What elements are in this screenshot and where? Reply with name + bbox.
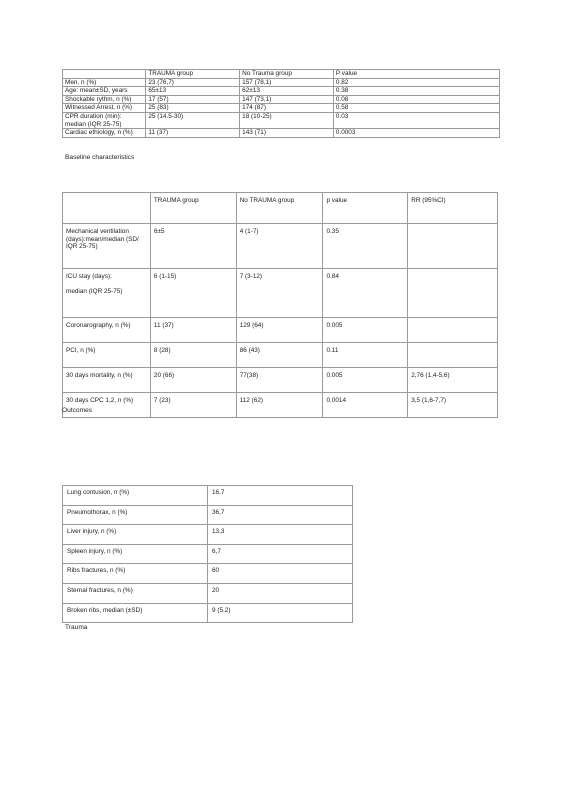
table-cell: 77(38) bbox=[236, 368, 323, 393]
table-cell: 60 bbox=[208, 564, 353, 584]
row-label: Cardiac ethiology, n (%) bbox=[63, 129, 146, 138]
table-row bbox=[63, 505, 353, 525]
table-cell bbox=[408, 343, 498, 368]
row-label: Witnessed Arrest, n (%) bbox=[63, 104, 146, 113]
row-label-subline: median (IQR 25-75) bbox=[66, 288, 123, 296]
row-label: CPR duration (min): median (IQR 25-75) bbox=[63, 112, 146, 128]
row-label: Ribs fractures, n (%) bbox=[63, 564, 208, 584]
table-cell: 23 (76,7) bbox=[146, 78, 240, 87]
row-label-line: ICU stay (days): bbox=[66, 273, 112, 280]
table-row bbox=[63, 525, 353, 545]
table-cell: 13,3 bbox=[208, 525, 353, 545]
table-cell bbox=[408, 318, 498, 343]
table-row bbox=[63, 393, 498, 418]
table-cell: 0.0003 bbox=[333, 129, 499, 138]
row-label: Shockable rythm, n (%) bbox=[63, 95, 146, 104]
table-cell: 143 (71) bbox=[240, 129, 334, 138]
table-row bbox=[63, 343, 498, 368]
header-cell: RR (95%CI) bbox=[408, 193, 498, 224]
header-cell: P value bbox=[333, 70, 499, 79]
table-cell: 11 (37) bbox=[146, 129, 240, 138]
table-cell: 3,5 (1,6-7,7) bbox=[408, 393, 498, 418]
header-cell: TRAUMA group bbox=[146, 70, 240, 79]
table-cell: 25 (14.5-30) bbox=[146, 112, 240, 128]
outcomes-caption: Outcomes bbox=[62, 407, 93, 414]
trauma-table bbox=[62, 485, 353, 623]
table-cell: 157 (78,1) bbox=[240, 78, 334, 87]
table-cell: 7 (3-12) bbox=[236, 269, 323, 318]
row-label: Men, n (%) bbox=[63, 78, 146, 87]
table-row bbox=[63, 129, 500, 138]
table-cell: 0.58 bbox=[333, 104, 499, 113]
table-cell bbox=[408, 224, 498, 269]
header-cell bbox=[63, 70, 146, 79]
table-cell: 0.84 bbox=[323, 269, 408, 318]
table-row bbox=[63, 224, 498, 269]
table-row bbox=[63, 544, 353, 564]
table-cell: 0.005 bbox=[323, 368, 408, 393]
table-row bbox=[63, 583, 353, 603]
table-cell: 25 (83) bbox=[146, 104, 240, 113]
table-cell: 6 (1-15) bbox=[150, 269, 236, 318]
table-cell: 18 (10-25) bbox=[240, 112, 334, 128]
row-label: Liver injury, n (%) bbox=[63, 525, 208, 545]
header-cell: No TRAUMA group bbox=[236, 193, 323, 224]
table-cell: 112 (62) bbox=[236, 393, 323, 418]
table-header-row bbox=[63, 193, 498, 224]
row-label: Mechanical ventilation (days):mean/median (SD/ IQR 25-75) bbox=[63, 224, 151, 269]
row-label bbox=[63, 269, 151, 318]
header-cell: No Trauma group bbox=[240, 70, 334, 79]
table-cell: 2,76 (1,4-5,6) bbox=[408, 368, 498, 393]
row-label: Age: mean±SD, years bbox=[63, 87, 146, 96]
row-label: Broken ribs, median (±SD) bbox=[63, 603, 208, 623]
table-cell: 4 (1-7) bbox=[236, 224, 323, 269]
row-label: PCI, n (%) bbox=[63, 343, 151, 368]
table-cell: 7 (23) bbox=[150, 393, 236, 418]
table-row bbox=[63, 112, 500, 128]
baseline-caption: Baseline characteristics bbox=[65, 154, 135, 161]
table-cell: 0.005 bbox=[323, 318, 408, 343]
outcomes-table bbox=[62, 192, 498, 418]
table-cell: 8 (28) bbox=[150, 343, 236, 368]
table-row bbox=[63, 78, 500, 87]
table-header-row bbox=[63, 70, 500, 79]
table-row bbox=[63, 564, 353, 584]
row-label: Coronarography, n (%) bbox=[63, 318, 151, 343]
row-label: Sternal fractures, n (%) bbox=[63, 583, 208, 603]
baseline-table bbox=[62, 69, 500, 138]
row-label: Lung contusion, n (%) bbox=[63, 486, 208, 506]
table-cell: 0.03 bbox=[333, 112, 499, 128]
table-cell: 129 (64) bbox=[236, 318, 323, 343]
table-cell: 16,7 bbox=[208, 486, 353, 506]
spacer bbox=[66, 281, 147, 289]
table-cell: 0.82 bbox=[333, 78, 499, 87]
table-cell: 0.35 bbox=[323, 224, 408, 269]
table-cell: 36,7 bbox=[208, 505, 353, 525]
table-cell: 9 (5.2) bbox=[208, 603, 353, 623]
table-cell: 174 (87) bbox=[240, 104, 334, 113]
table-cell: 62±13 bbox=[240, 87, 334, 96]
table-cell bbox=[408, 269, 498, 318]
table-cell: 0.0014 bbox=[323, 393, 408, 418]
table-row bbox=[63, 486, 353, 506]
table-row bbox=[63, 318, 498, 343]
table-cell: 17 (57) bbox=[146, 95, 240, 104]
table-cell: 147 (73,1) bbox=[240, 95, 334, 104]
header-cell: p value bbox=[323, 193, 408, 224]
table-cell: 86 (43) bbox=[236, 343, 323, 368]
header-cell bbox=[63, 193, 151, 224]
table-cell: 11 (37) bbox=[150, 318, 236, 343]
table-cell: 20 (66) bbox=[150, 368, 236, 393]
table-cell: 6±5 bbox=[150, 224, 236, 269]
table-cell: 6,7 bbox=[208, 544, 353, 564]
table-cell: 0.38 bbox=[333, 87, 499, 96]
trauma-caption: Trauma bbox=[65, 624, 88, 631]
table-row bbox=[63, 87, 500, 96]
header-cell: TRAUMA group bbox=[150, 193, 236, 224]
table-row bbox=[63, 603, 353, 623]
table-cell: 20 bbox=[208, 583, 353, 603]
table-cell: 65±13 bbox=[146, 87, 240, 96]
table-row bbox=[63, 104, 500, 113]
table-cell: 0.11 bbox=[323, 343, 408, 368]
row-label: 30 days CPC 1,2, n (%) bbox=[63, 393, 151, 418]
table-row bbox=[63, 368, 498, 393]
row-label: Pneumothorax, n (%) bbox=[63, 505, 208, 525]
row-label: Spleen injury, n (%) bbox=[63, 544, 208, 564]
table-cell: 0.08 bbox=[333, 95, 499, 104]
table-row bbox=[63, 269, 498, 318]
table-row bbox=[63, 95, 500, 104]
row-label: 30 days mortality, n (%) bbox=[63, 368, 151, 393]
